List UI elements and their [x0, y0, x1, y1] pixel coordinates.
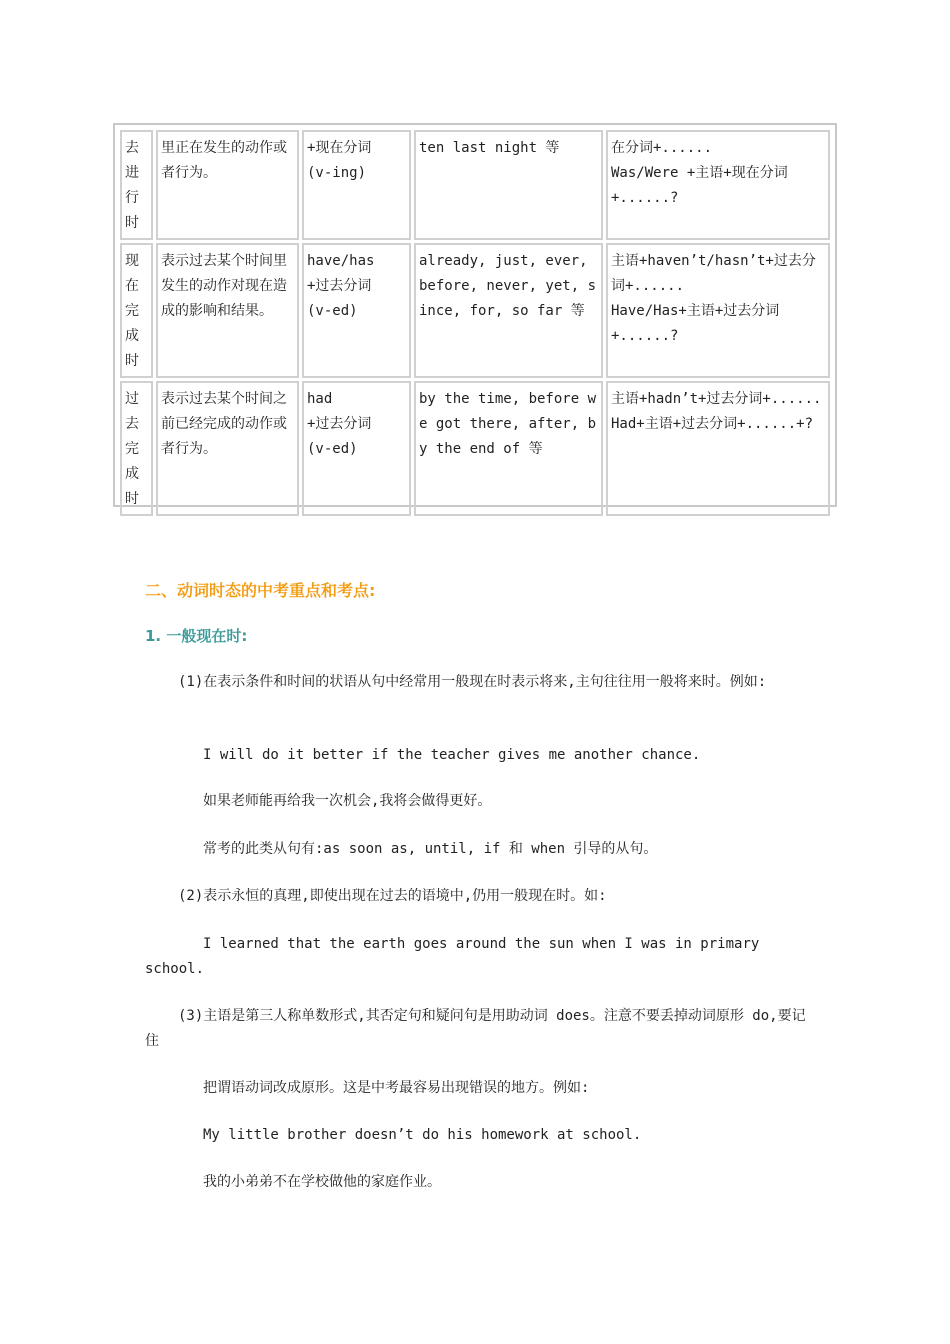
table-row [120, 130, 830, 240]
section-subheading: 1. 一般现在时: [145, 627, 248, 645]
sentence-pattern-cell: 主语+hadn’t+过去分词+...... Had+主语+过去分词+......+? [606, 381, 830, 516]
example-sentence-2: I learned that the earth goes around the sun when I was in primary school. [145, 936, 760, 977]
example-sentence-1: I will do it better if the teacher gives me another chance. [203, 747, 701, 763]
sentence-pattern-cell: 主语+haven’t/hasn’t+过去分词+...... Have/Has+主语+过去分词+......? [606, 243, 830, 378]
tense-name-cell: 过 去 完 成 时 [120, 381, 153, 516]
usage-cell: 里正在发生的动作或者行为。 [156, 130, 299, 240]
usage-cell: 表示过去某个时间之前已经完成的动作或者行为。 [156, 381, 299, 516]
signal-words-cell: by the time, before we got there, after, by the end of 等 [414, 381, 603, 516]
paragraph-rule-2: (2)表示永恒的真理,即使出现在过去的语境中,仍用一般现在时。如: [178, 888, 607, 904]
paragraph-rule-3: (3)主语是第三人称单数形式,其否定句和疑问句是用助动词 does。注意不要丢掉动词原形 do,要记住 [145, 1008, 806, 1049]
form-cell: had +过去分词 (v-ed) [302, 381, 411, 516]
form-cell: +现在分词 (v-ing) [302, 130, 411, 240]
example-translation-1: 如果老师能再给我一次机会,我将会做得更好。 [203, 793, 492, 809]
usage-cell: 表示过去某个时间里发生的动作对现在造成的影响和结果。 [156, 243, 299, 378]
paragraph-rule-1: (1)在表示条件和时间的状语从句中经常用一般现在时表示将来,主句往往用一般将来时。例如: [178, 674, 767, 690]
table-row [120, 381, 830, 516]
tense-name-cell: 现 在 完 成 时 [120, 243, 153, 378]
signal-words-cell: ten last night 等 [414, 130, 603, 240]
example-sentence-3: My little brother doesn’t do his homework at school. [203, 1127, 642, 1143]
section-heading: 二、动词时态的中考重点和考点: [145, 581, 376, 600]
tense-name-cell: 去 进 行 时 [120, 130, 153, 240]
form-cell: have/has +过去分词 (v-ed) [302, 243, 411, 378]
signal-words-cell: already, just, ever, before, never, yet, since, for, so far 等 [414, 243, 603, 378]
tense-table [113, 123, 837, 507]
example-translation-3: 我的小弟弟不在学校做他的家庭作业。 [203, 1174, 441, 1190]
paragraph-rule-3-continued: 把谓语动词改成原形。这是中考最容易出现错误的地方。例如: [203, 1080, 590, 1096]
table-row [120, 243, 830, 378]
sentence-pattern-cell: 在分词+...... Was/Were +主语+现在分词+......? [606, 130, 830, 240]
example-note-1: 常考的此类从句有:as soon as, until, if 和 when 引导的从句。 [203, 841, 658, 857]
tense-table-grid [117, 127, 833, 519]
